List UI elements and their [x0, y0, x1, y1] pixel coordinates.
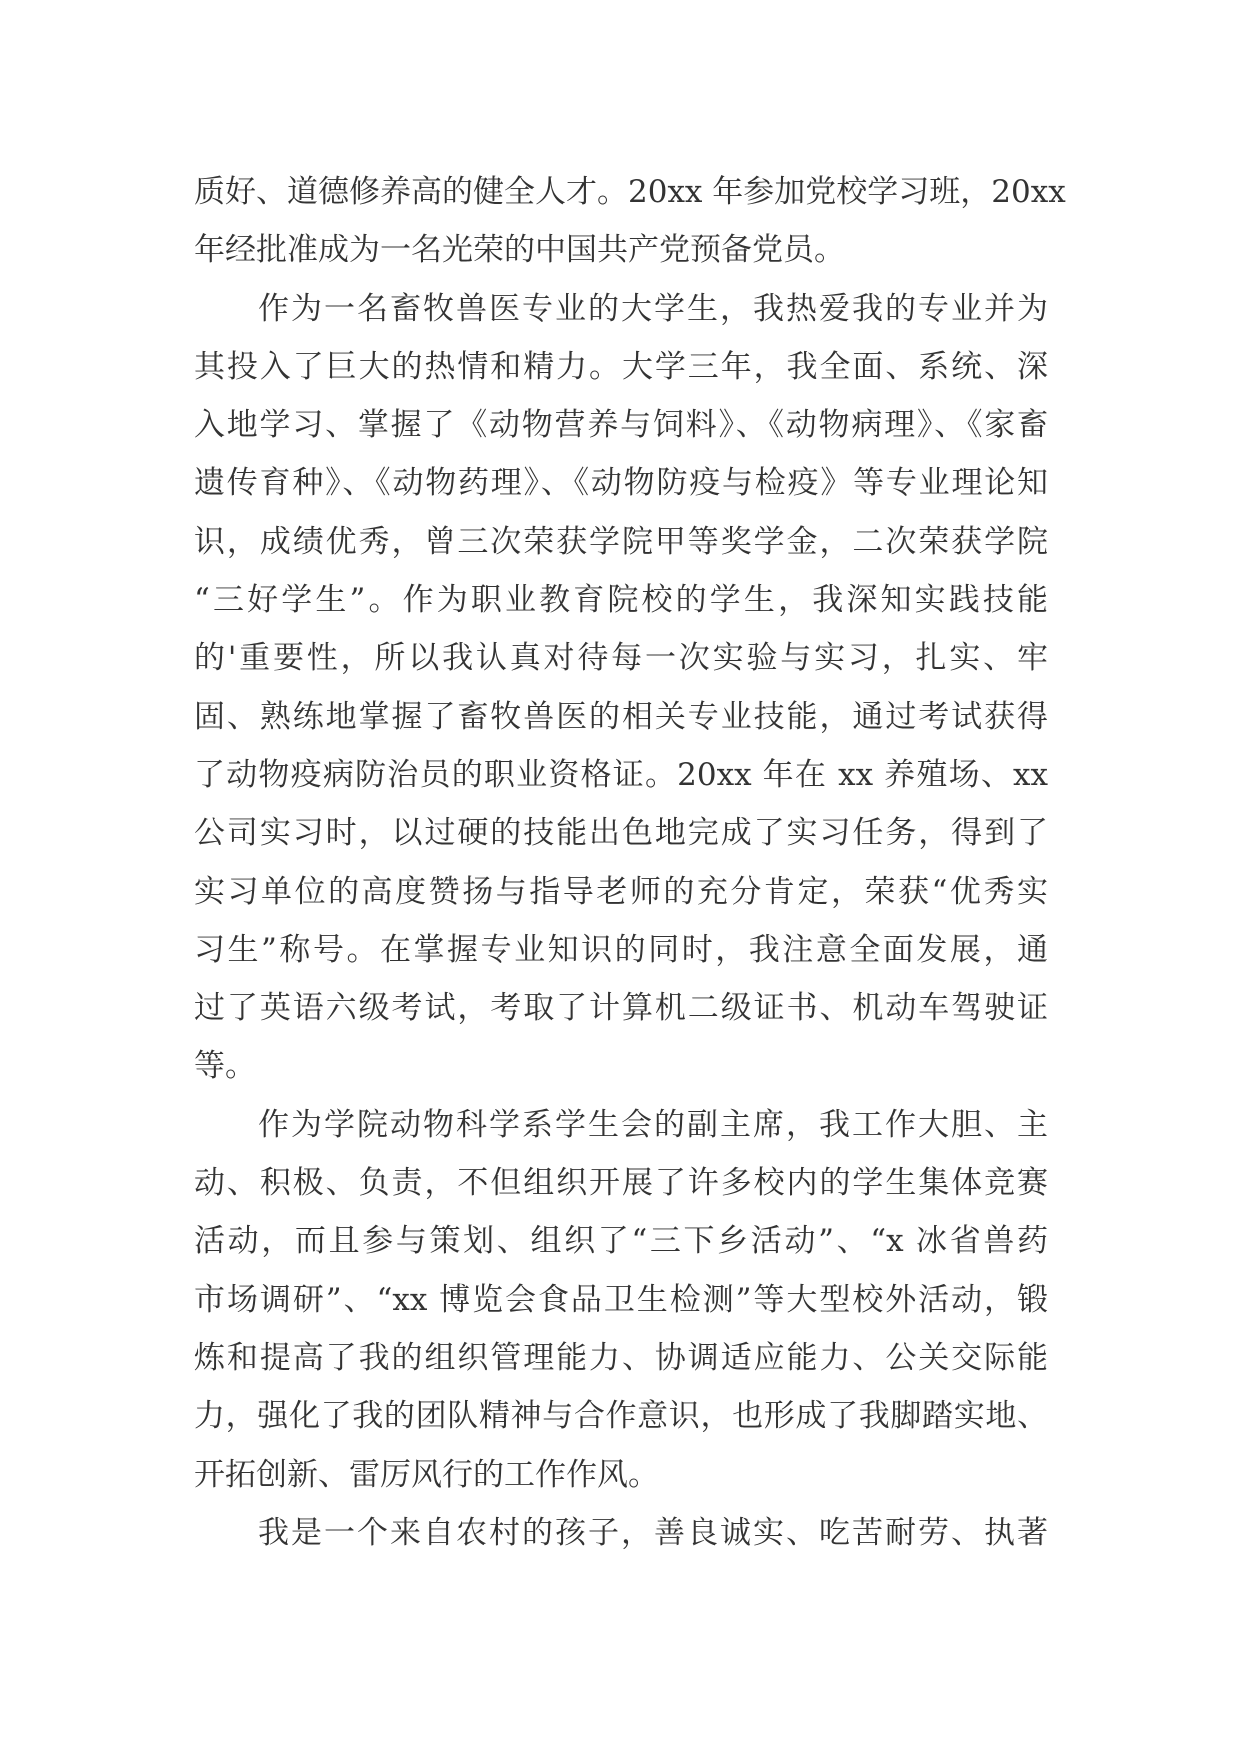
text-line: 固、熟练地掌握了畜牧兽医的相关专业技能，通过考试获得 [194, 698, 1048, 735]
text-line: 力，强化了我的团队精神与合作意识，也形成了我脚踏实地、 [194, 1398, 1048, 1435]
text-line: “三好学生”。作为职业教育院校的学生，我深知实践技能 [194, 582, 1048, 619]
text-line: 实习单位的高度赞扬与指导老师的充分肯定，荣获“优秀实 [194, 873, 1048, 910]
text-line: 入地学习、掌握了《动物营养与饲料》、《动物病理》、《家畜 [194, 407, 1048, 444]
text-line: 了动物疫病防治员的职业资格证。20xx 年在 xx 养殖场、xx [194, 756, 1048, 793]
text-line: 市场调研”、“xx 博览会食品卫生检测”等大型校外活动，锻 [194, 1281, 1048, 1318]
text-line: 过了英语六级考试，考取了计算机二级证书、机动车驾驶证 [194, 990, 1048, 1027]
text-line: 年经批准成为一名光荣的中国共产党预备党员。 [194, 232, 845, 269]
text-line: 其投入了巨大的热情和精力。大学三年，我全面、系统、深 [194, 348, 1048, 385]
text-line: 习生”称号。在掌握专业知识的同时，我注意全面发展，通 [194, 931, 1048, 968]
text-line: 作为一名畜牧兽医专业的大学生，我热爱我的专业并为 [258, 290, 1048, 327]
text-line: 开拓创新、雷厉风行的工作作风。 [194, 1456, 659, 1493]
paragraph-1 [194, 163, 1066, 280]
text-line: 我是一个来自农村的孩子，善良诚实、吃苦耐劳、执著 [258, 1514, 1048, 1551]
text-line: 的'重要性，所以我认真对待每一次实验与实习，扎实、牢 [194, 640, 1048, 677]
paragraph-4 [194, 1504, 1048, 1562]
text-line: 等。 [194, 1048, 256, 1085]
text-line: 炼和提高了我的组织管理能力、协调适应能力、公关交际能 [194, 1339, 1048, 1376]
text-line: 遗传育种》、《动物药理》、《动物防疫与检疫》等专业理论知 [194, 465, 1048, 502]
text-line: 识，成绩优秀，曾三次荣获学院甲等奖学金，二次荣获学院 [194, 523, 1048, 560]
paragraph-2 [194, 280, 1048, 1096]
text-line: 公司实习时，以过硬的技能出色地完成了实习任务，得到了 [194, 815, 1048, 852]
text-line: 作为学院动物科学系学生会的副主席，我工作大胆、主 [258, 1106, 1048, 1143]
body-text [194, 163, 1066, 1562]
paragraph-3 [194, 1096, 1048, 1504]
text-line: 活动，而且参与策划、组织了“三下乡活动”、“x 冰省兽药 [194, 1223, 1048, 1260]
text-line: 动、积极、负责，不但组织开展了许多校内的学生集体竞赛 [194, 1165, 1048, 1202]
text-line: 质好、道德修养高的健全人才。20xx 年参加党校学习班，20xx [194, 174, 1066, 210]
